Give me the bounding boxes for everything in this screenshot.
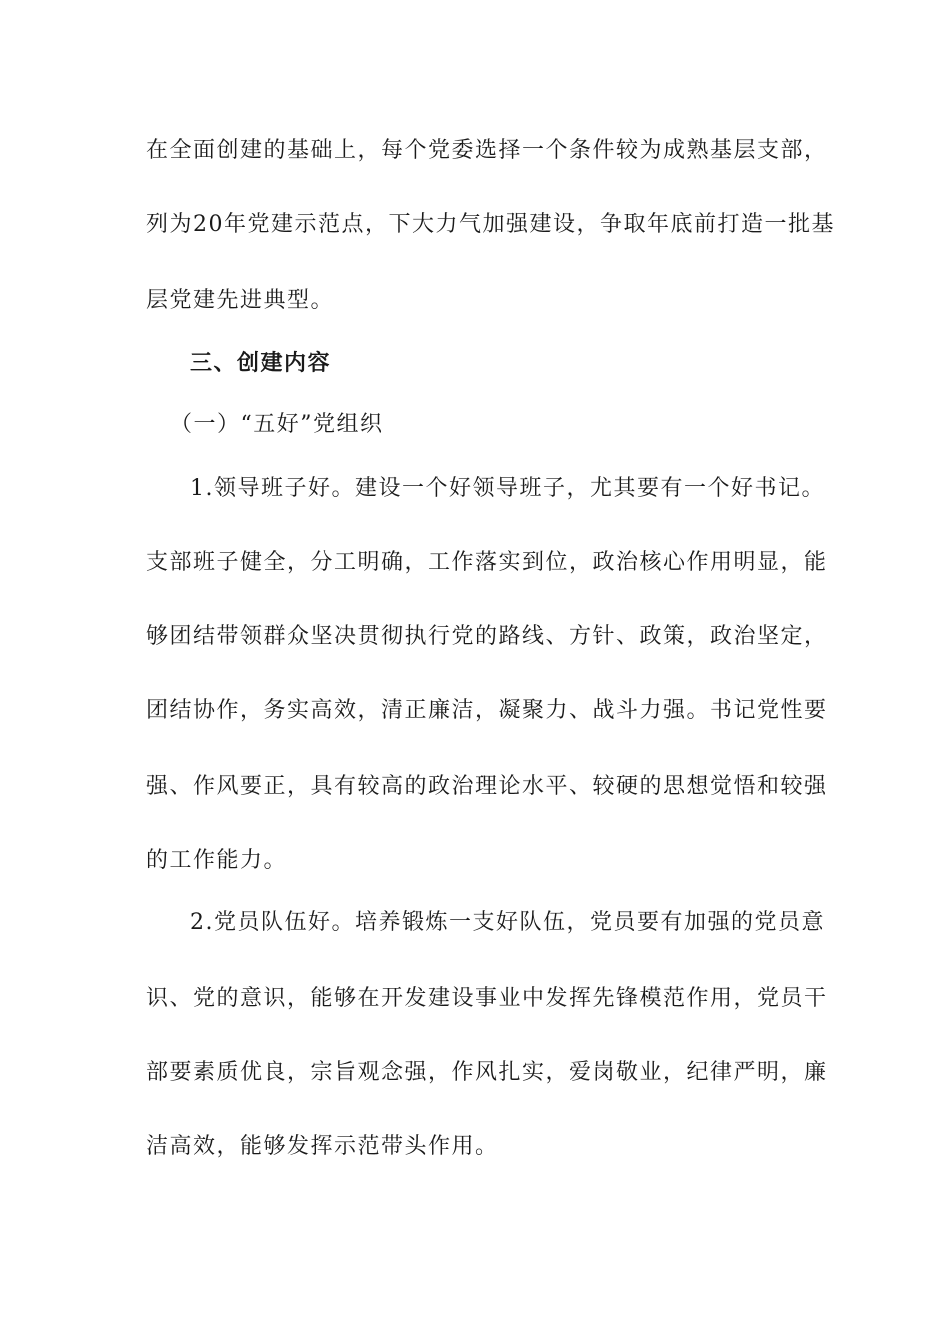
body-text-line: 列为20年党建示范点，下大力气加强建设，争取年底前打造一批基	[146, 212, 835, 237]
body-text-line: 支部班子健全，分工明确，工作落实到位，政治核心作用明显，能	[146, 550, 828, 575]
subsection-heading: （一）“五好”党组织	[170, 412, 384, 437]
body-text-line: 识、党的意识，能够在开发建设事业中发挥先锋模范作用，党员干	[146, 986, 828, 1011]
body-text-line: 的工作能力。	[146, 848, 288, 873]
body-text-line: 层党建先进典型。	[146, 288, 335, 313]
body-text-line: 强、作风要正，具有较高的政治理论水平、较硬的思想觉悟和较强	[146, 774, 828, 799]
body-text-line: 1.领导班子好。建设一个好领导班子，尤其要有一个好书记。	[190, 476, 825, 501]
section-heading: 三、创建内容	[190, 350, 332, 376]
body-text-line: 洁高效，能够发挥示范带头作用。	[146, 1134, 499, 1159]
body-text-line: 在全面创建的基础上，每个党委选择一个条件较为成熟基层支部，	[146, 138, 828, 163]
body-text-line: 部要素质优良，宗旨观念强，作风扎实，爱岗敬业，纪律严明，廉	[146, 1060, 828, 1085]
body-text-line: 够团结带领群众坚决贯彻执行党的路线、方针、政策，政治坚定，	[146, 624, 828, 649]
body-text-line: 2.党员队伍好。培养锻炼一支好队伍，党员要有加强的党员意	[190, 910, 825, 935]
body-text-line: 团结协作，务实高效，清正廉洁，凝聚力、战斗力强。书记党性要	[146, 698, 828, 723]
